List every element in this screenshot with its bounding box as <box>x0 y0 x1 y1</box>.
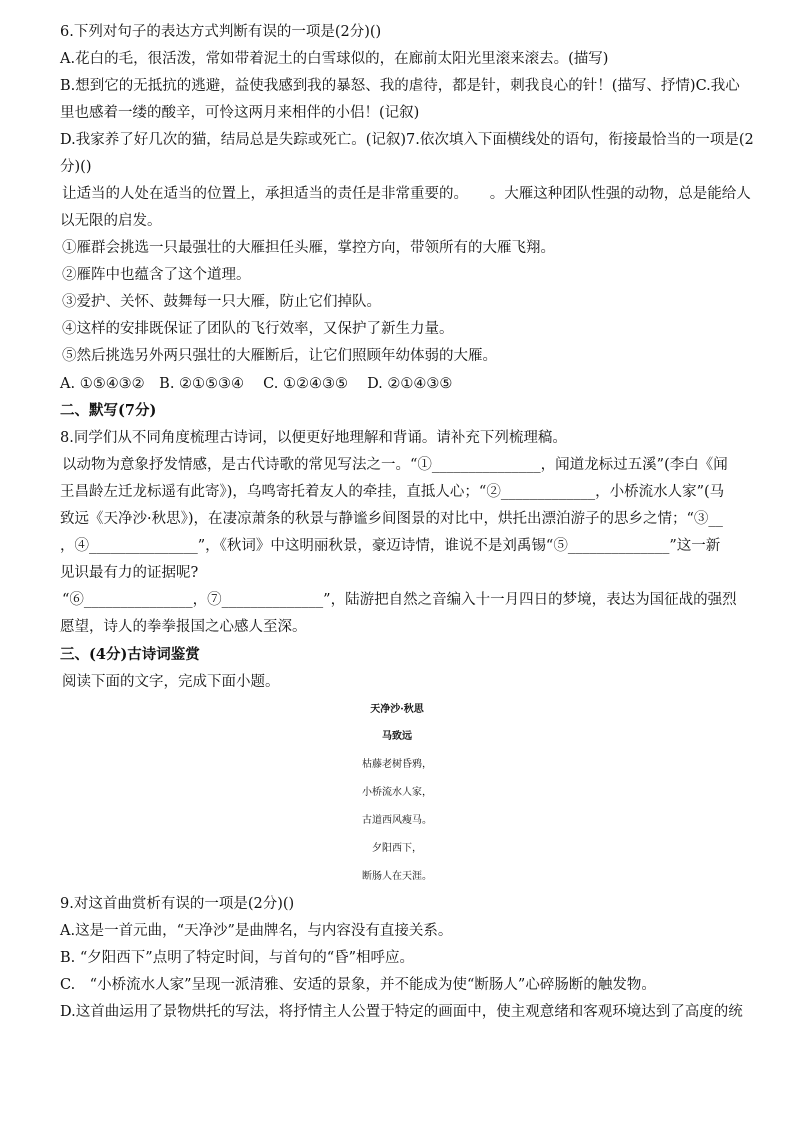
poem-title: 天净沙·秋思 <box>370 704 424 715</box>
q8-paragraph-line7: 愿望，诗人的拳拳报国之心感人至深。 <box>60 619 307 635</box>
q7-passage-line2: 以无限的启发。 <box>60 213 162 229</box>
poem-author: 马致远 <box>382 731 412 742</box>
poem-line-5: 断肠人在天涯。 <box>362 871 432 882</box>
q7-sentence-1: ①雁群会挑选一只最强壮的大雁担任头雁，掌控方向，带领所有的大雁飞翔。 <box>62 240 555 256</box>
q9-option-d: D.这首曲运用了景物烘托的写法，将抒情主人公置于特定的画面中，使主观意绪和客观环境达到了高度的统 <box>60 1004 743 1020</box>
poem-line-4: 夕阳西下， <box>372 843 422 854</box>
q9-option-a: A.这是一首元曲，“天净沙”是曲牌名，与内容没有直接关系。 <box>60 923 453 939</box>
poem-line-3: 古道西风瘦马。 <box>362 815 432 826</box>
q6-option-d-line1: D.我家养了好几次的猫，结局总是失踪或死亡。(记叙)7.依次填入下面横线处的语句，衔接最恰当的一项是(2 <box>60 132 754 148</box>
q7-options: A. ①⑤④③② B. ②①⑤③④ C. ①②④③⑤ D. ②①④③⑤ <box>60 376 453 392</box>
section-3-title: 三、(4分)古诗词鉴赏 <box>60 646 200 663</box>
q7-passage-line1: 让适当的人处在适当的位置上，承担适当的责任是非常重要的。 。大雁这种团队性强的动物，总是能给人 <box>62 186 751 202</box>
q9-stem: 9.对这首曲赏析有误的一项是(2分)() <box>60 896 295 912</box>
q9-option-b: B. “夕阳西下”点明了特定时间，与首句的“昏”相呼应。 <box>60 950 415 966</box>
q9-option-c: C. “小桥流水人家”呈现一派清雅、安适的景象，并不能成为使“断肠人”心碎肠断的触发物。 <box>60 977 656 993</box>
q8-paragraph-line1: 以动物为意象抒发情感，是古代诗歌的常见写法之一。“①_______________，闻道龙标过五溪”(李白《闻 <box>62 457 728 473</box>
q7-sentence-2: ②雁阵中也蕴含了这个道理。 <box>62 267 251 283</box>
poem-line-2: 小桥流水人家， <box>362 787 432 798</box>
q8-stem: 8.同学们从不同角度梳理古诗词，以便更好地理解和背诵。请补充下列梳理稿。 <box>60 430 567 446</box>
q8-paragraph-line6: “⑥_______________，⑦______________”，陆游把自然之音编入十一月四日的梦境，表达为国征战的强烈 <box>62 592 737 608</box>
q7-sentence-3: ③爱护、关怀、鼓舞每一只大雁，防止它们掉队。 <box>62 294 381 310</box>
q8-paragraph-line3: 致远《天净沙·秋思》)，在凄凉萧条的秋景与静谧乡间图景的对比中，烘托出漂泊游子的思乡之情；“③__ <box>60 511 723 527</box>
q8-paragraph-line2: 王昌龄左迁龙标遥有此寄》)，乌鸣寄托着友人的牵挂，直抵人心；“②_____________，小桥流水人家”(马 <box>60 484 725 500</box>
q6-option-b-line2: 里也感着一缕的酸辛，可怜这两月来相伴的小侣！(记叙) <box>60 105 420 121</box>
q8-paragraph-line5: 见识最有力的证据呢? <box>60 565 199 581</box>
q6-option-b-line1: B.想到它的无抵抗的逃避，益使我感到我的暴怒、我的虐待，都是针，刺我良心的针！(描写、抒情)C.我心 <box>60 78 740 94</box>
q7-sentence-5: ⑤然后挑选另外两只强壮的大雁断后，让它们照顾年幼体弱的大雁。 <box>62 348 497 364</box>
section-2-title: 二、默写(7分) <box>60 402 157 419</box>
section-3-instruction: 阅读下面的文字，完成下面小题。 <box>62 674 280 690</box>
q8-paragraph-line4: ，④_______________”，《秋词》中这明丽秋景，豪迈诗情，谁说不是刘禹锡“⑤______________”这一新 <box>60 538 721 554</box>
q6-stem: 6.下列对句子的表达方式判断有误的一项是(2分)() <box>60 24 382 40</box>
q7-sentence-4: ④这样的安排既保证了团队的飞行效率，又保护了新生力量。 <box>62 321 454 337</box>
q6-option-d-line2: 分)() <box>60 159 92 175</box>
q6-option-a: A.花白的毛，很活泼，常如带着泥土的白雪球似的，在廊前太阳光里滚来滚去。(描写) <box>60 51 609 67</box>
poem-line-1: 枯藤老树昏鸦， <box>362 759 432 770</box>
